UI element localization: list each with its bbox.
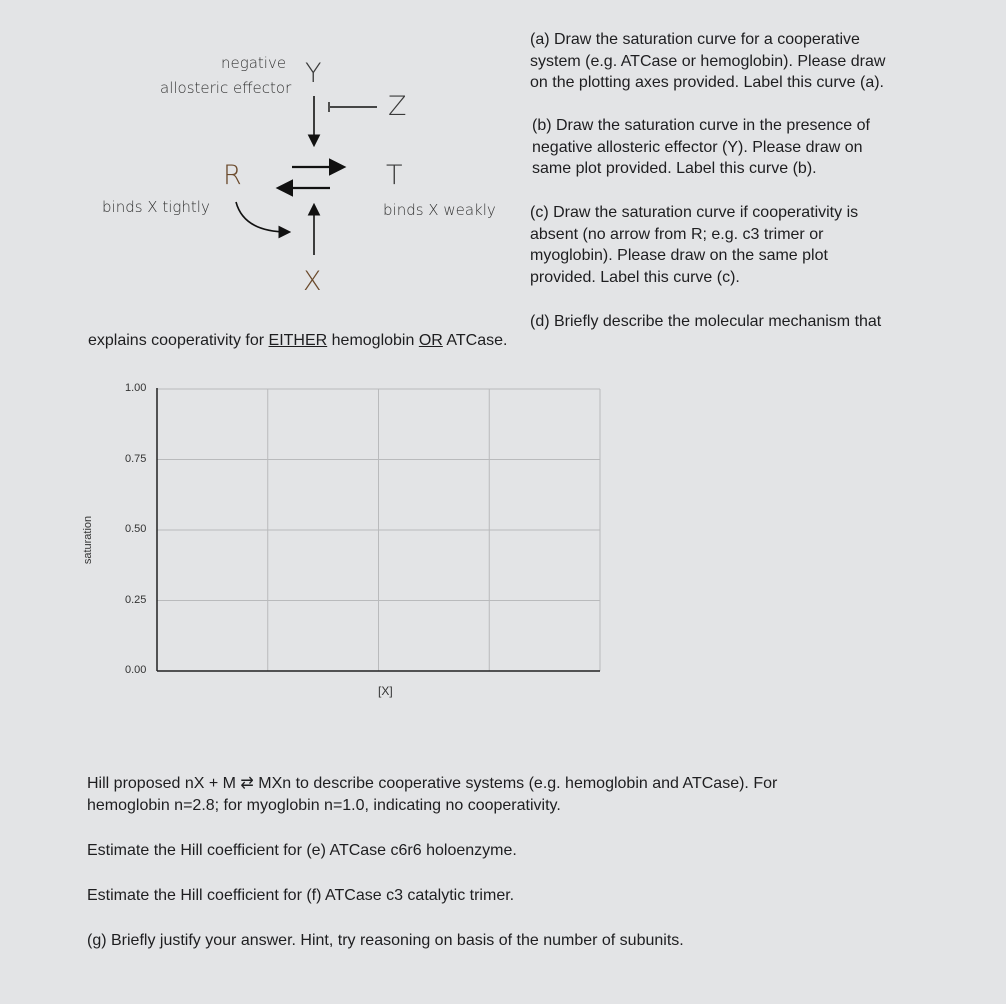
- question-f: Estimate the Hill coefficient for (f) ATCase c3 catalytic trimer.: [87, 887, 515, 904]
- hill-paragraph: [87, 773, 777, 816]
- question-b-line: negative allosteric effector (Y). Please draw on: [532, 138, 863, 156]
- y-tick-label: 1.00: [125, 382, 147, 394]
- question-a-line: system (e.g. ATCase or hemoglobin). Please draw: [530, 52, 886, 70]
- question-c-line: (c) Draw the saturation curve if cooperativity is: [530, 204, 859, 221]
- text: ATCase.: [442, 332, 508, 349]
- question-c-line: provided. Label this curve (c).: [530, 268, 740, 286]
- ligand-x: X: [303, 266, 322, 297]
- y-axis-label: saturation: [82, 515, 94, 565]
- question-d-line1: (d) Briefly describe the molecular mechanism that: [530, 313, 882, 330]
- species-y: Y: [305, 58, 322, 89]
- binds-tightly-label: binds X tightly: [102, 198, 210, 216]
- question-a-line: on the plotting axes provided. Label this curve (a).: [530, 74, 884, 91]
- question-b-line: (b) Draw the saturation curve in the presence of: [532, 117, 870, 134]
- state-r: R: [223, 160, 242, 191]
- y-tick-label: 0.25: [125, 593, 147, 606]
- hill-line: Hill proposed nX + M ⇄ MXn to describe cooperative systems (e.g. hemoglobin and ATCase). For: [87, 775, 778, 792]
- binds-weakly-label: binds X weakly: [383, 201, 496, 219]
- question-g: (g) Briefly justify your answer. Hint, try reasoning on basis of the number of subunits.: [87, 932, 684, 949]
- question-c-line: myoglobin). Please draw on the same plot: [530, 247, 828, 264]
- question-a-line: (a) Draw the saturation curve for a cooperative: [530, 31, 860, 48]
- question-b-line: same plot provided. Label this curve (b).: [532, 160, 817, 177]
- y-tick-label: 0.50: [125, 523, 147, 535]
- hill-line: hemoglobin n=2.8; for myoglobin n=1.0, indicating no cooperativity.: [87, 796, 561, 814]
- or-underlined: OR: [418, 332, 443, 349]
- text: explains cooperativity for: [88, 332, 269, 349]
- state-t: T: [386, 160, 403, 191]
- question-e: Estimate the Hill coefficient for (e) ATCase c6r6 holoenzyme.: [87, 842, 517, 859]
- either-underlined: EITHER: [268, 332, 328, 349]
- y-tick-label: 0.00: [125, 664, 147, 676]
- x-axis-label: [X]: [378, 684, 393, 698]
- text: hemoglobin: [327, 332, 419, 349]
- allosteric-effector-label: allosteric effector: [160, 79, 292, 97]
- y-tick-label: 0.75: [125, 452, 147, 465]
- negative-label: negative: [221, 54, 287, 72]
- question-c-line: absent (no arrow from R; e.g. c3 trimer or: [530, 225, 824, 243]
- species-z: Z: [388, 91, 407, 122]
